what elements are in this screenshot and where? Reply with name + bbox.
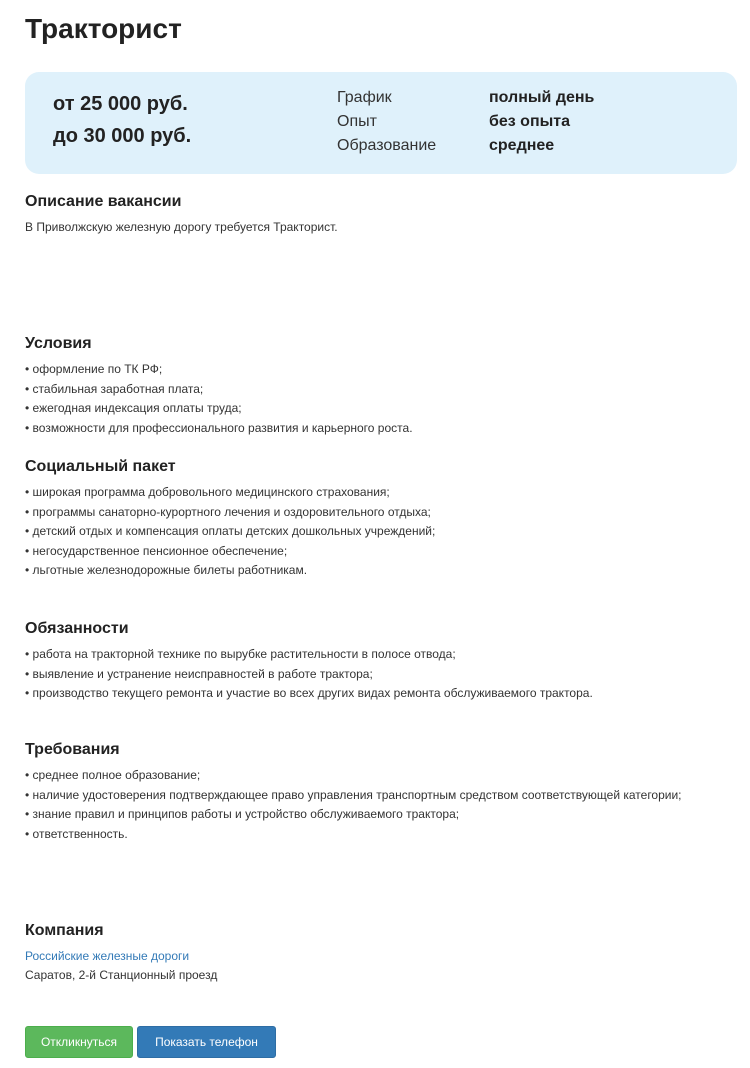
- list-item: • ежегодная индексация оплаты труда;: [25, 399, 725, 419]
- description-section: [25, 192, 725, 237]
- property-value: полный день: [489, 89, 595, 106]
- list-item: • детский отдых и компенсация оплаты детских дошкольных учреждений;: [25, 522, 725, 542]
- section-heading: Условия: [25, 335, 92, 352]
- duties-list: [25, 645, 725, 704]
- list-item: • ответственность.: [25, 825, 725, 845]
- property-row-experience: [337, 110, 594, 134]
- property-key: График: [337, 89, 392, 106]
- show-phone-button[interactable]: Показать телефон: [137, 1026, 276, 1058]
- list-item: • производство текущего ремонта и участие во всех других видах ремонта обслуживаемого трактора.: [25, 684, 725, 704]
- vacancy-properties: [337, 86, 594, 158]
- property-row-education: [337, 134, 594, 158]
- section-heading: Социальный пакет: [25, 458, 176, 475]
- list-item: • льготные железнодорожные билеты работникам.: [25, 561, 725, 581]
- list-item: • стабильная заработная плата;: [25, 380, 725, 400]
- property-key: Опыт: [337, 113, 377, 130]
- company-address: Саратов, 2-й Станционный проезд: [25, 968, 218, 982]
- section-heading: Описание вакансии: [25, 193, 182, 210]
- conditions-section: [25, 334, 725, 438]
- list-item: • широкая программа добровольного медицинского страхования;: [25, 483, 725, 503]
- vacancy-summary-card: [25, 72, 737, 174]
- section-heading: Требования: [25, 741, 120, 758]
- duties-section: [25, 619, 725, 704]
- requirements-list: [25, 766, 725, 844]
- social-package-section: [25, 457, 725, 581]
- list-item: • знание правил и принципов работы и устройство обслуживаемого трактора;: [25, 805, 725, 825]
- company-section: [25, 921, 725, 985]
- description-text: В Приволжскую железную дорогу требуется Тракторист.: [25, 220, 338, 234]
- salary-from: от 25 000 руб.: [53, 93, 188, 115]
- list-item: • программы санаторно-курортного лечения и оздоровительного отдыха;: [25, 503, 725, 523]
- property-value: без опыта: [489, 113, 571, 130]
- list-item: • негосударственное пенсионное обеспечение;: [25, 542, 725, 562]
- respond-button[interactable]: Откликнуться: [25, 1026, 133, 1058]
- list-item: • оформление по ТК РФ;: [25, 360, 725, 380]
- salary-block: [53, 88, 191, 152]
- list-item: • наличие удостоверения подтверждающее право управления транспортным средством соответствующей категории;: [25, 786, 725, 806]
- list-item: • работа на тракторной технике по вырубке растительности в полосе отвода;: [25, 645, 725, 665]
- property-key: Образование: [337, 137, 437, 154]
- social-package-list: [25, 483, 725, 581]
- requirements-section: [25, 740, 725, 844]
- property-row-schedule: [337, 86, 594, 110]
- property-value: среднее: [489, 137, 555, 154]
- salary-to: до 30 000 руб.: [53, 125, 192, 147]
- section-heading: Компания: [25, 922, 104, 939]
- page-title: Тракторист: [25, 13, 182, 44]
- list-item: • среднее полное образование;: [25, 766, 725, 786]
- company-name-link[interactable]: Российские железные дороги: [25, 949, 190, 963]
- list-item: • выявление и устранение неисправностей в работе трактора;: [25, 665, 725, 685]
- section-heading: Обязанности: [25, 620, 129, 637]
- list-item: • возможности для профессионального развития и карьерного роста.: [25, 419, 725, 439]
- action-buttons: [25, 1026, 276, 1058]
- conditions-list: [25, 360, 725, 438]
